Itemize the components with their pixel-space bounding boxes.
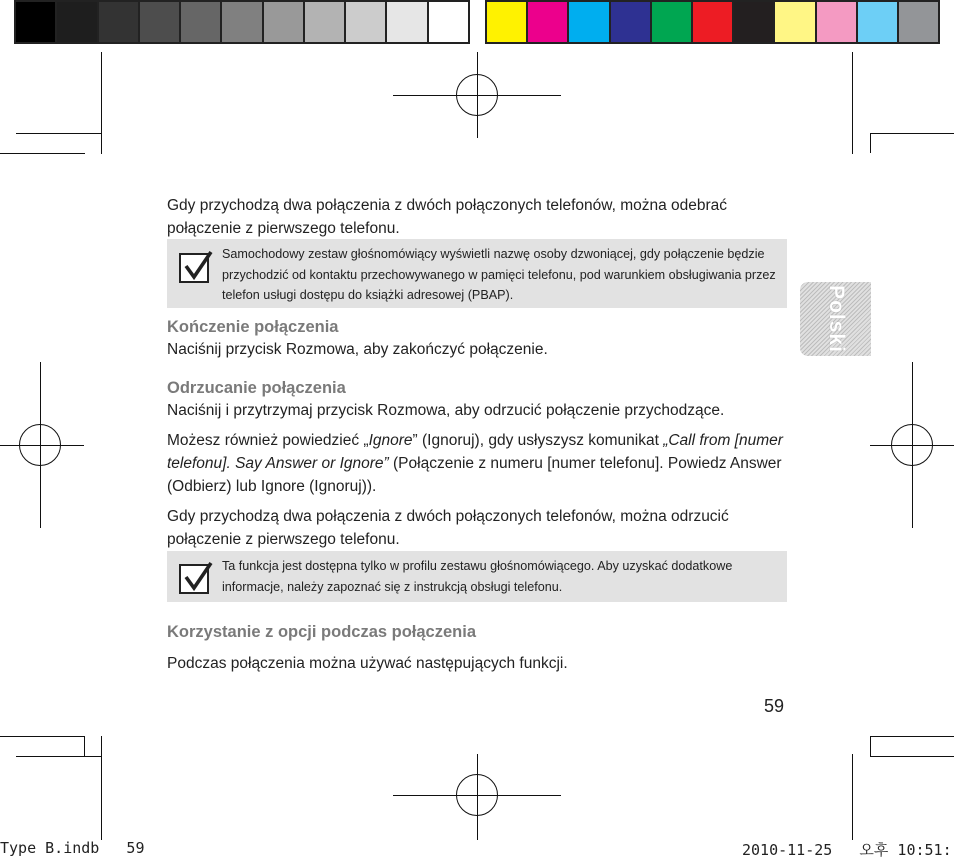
gray-swatch [387,2,428,42]
gray-swatch [305,2,346,42]
color-swatch [611,2,652,42]
color-swatch [899,2,938,42]
page-number: 59 [764,696,785,716]
language-side-tab-label: Polski [824,285,848,353]
intro-paragraph: Gdy przychodzą dwa połączenia z dwóch połączonych telefonów, można odebrać połączenie z pierwszego telefonu. [167,197,728,237]
process-color-bar [485,0,940,44]
color-swatch [487,2,528,42]
note-text: Ta funkcja jest dostępna tylko w profilu zestawu głośnomówiącego. Aby uzyskać dodatkowe informacje, należy zapoznać się z instrukcją obsługi telefonu. [222,559,733,594]
note-text: Samochodowy zestaw głośnomówiący wyświetli nazwę osoby dzwoniącej, gdy połączenie będzie przychodzić od kontaktu przechowywanego w pamięci telefonu, pod warunkiem obsługiwania przez telefon usługi dostępu do książki adresowej (PBAP). [222,247,776,302]
note-box-handsfree-profile [167,551,787,602]
color-swatch [817,2,858,42]
voice-command-paragraph: Możesz również powiedzieć „Ignore” (Ignoruj), gdy usłyszysz komunikat „Call from [numer telefonu]. Say Answer or Ignore” (Połączenie z numeru [numer telefonu]. Powiedz Answer (Odbierz) lub Ignore (Ignoruj)). [167,432,783,495]
color-swatch [652,2,693,42]
color-swatch [858,2,899,42]
gray-swatch [346,2,387,42]
section-heading-reject-call: Odrzucanie połączenia [167,379,346,397]
two-calls-reject-paragraph: Gdy przychodzą dwa połączenia z dwóch połączonych telefonów, można odrzucić połączenie z pierwszego telefonu. [167,508,729,548]
gray-swatch [99,2,140,42]
checkbox-note-icon [179,564,209,594]
color-swatch [693,2,734,42]
note-box-caller-name [167,239,787,308]
color-swatch [734,2,775,42]
gray-swatch [16,2,57,42]
section-heading-end-call: Kończenie połączenia [167,318,339,336]
call-options-text: Podczas połączenia można używać następujących funkcji. [167,655,568,672]
checkbox-note-icon [179,253,209,283]
gray-swatch [181,2,222,42]
gray-swatch [264,2,305,42]
color-swatch [775,2,816,42]
footer-file-info: Type B.indb 59 [0,839,145,857]
gray-swatch [140,2,181,42]
section-heading-call-options: Korzystanie z opcji podczas połączenia [167,623,476,641]
footer-timestamp: 2010-11-25 오후 10:51: [742,841,952,859]
gray-swatch [57,2,98,42]
gray-swatch [222,2,263,42]
grayscale-color-bar [14,0,470,44]
reject-call-text: Naciśnij i przytrzymaj przycisk Rozmowa, aby odrzucić połączenie przychodzące. [167,402,725,419]
end-call-text: Naciśnij przycisk Rozmowa, aby zakończyć połączenie. [167,341,548,358]
gray-swatch [429,2,468,42]
color-swatch [528,2,569,42]
color-swatch [569,2,610,42]
